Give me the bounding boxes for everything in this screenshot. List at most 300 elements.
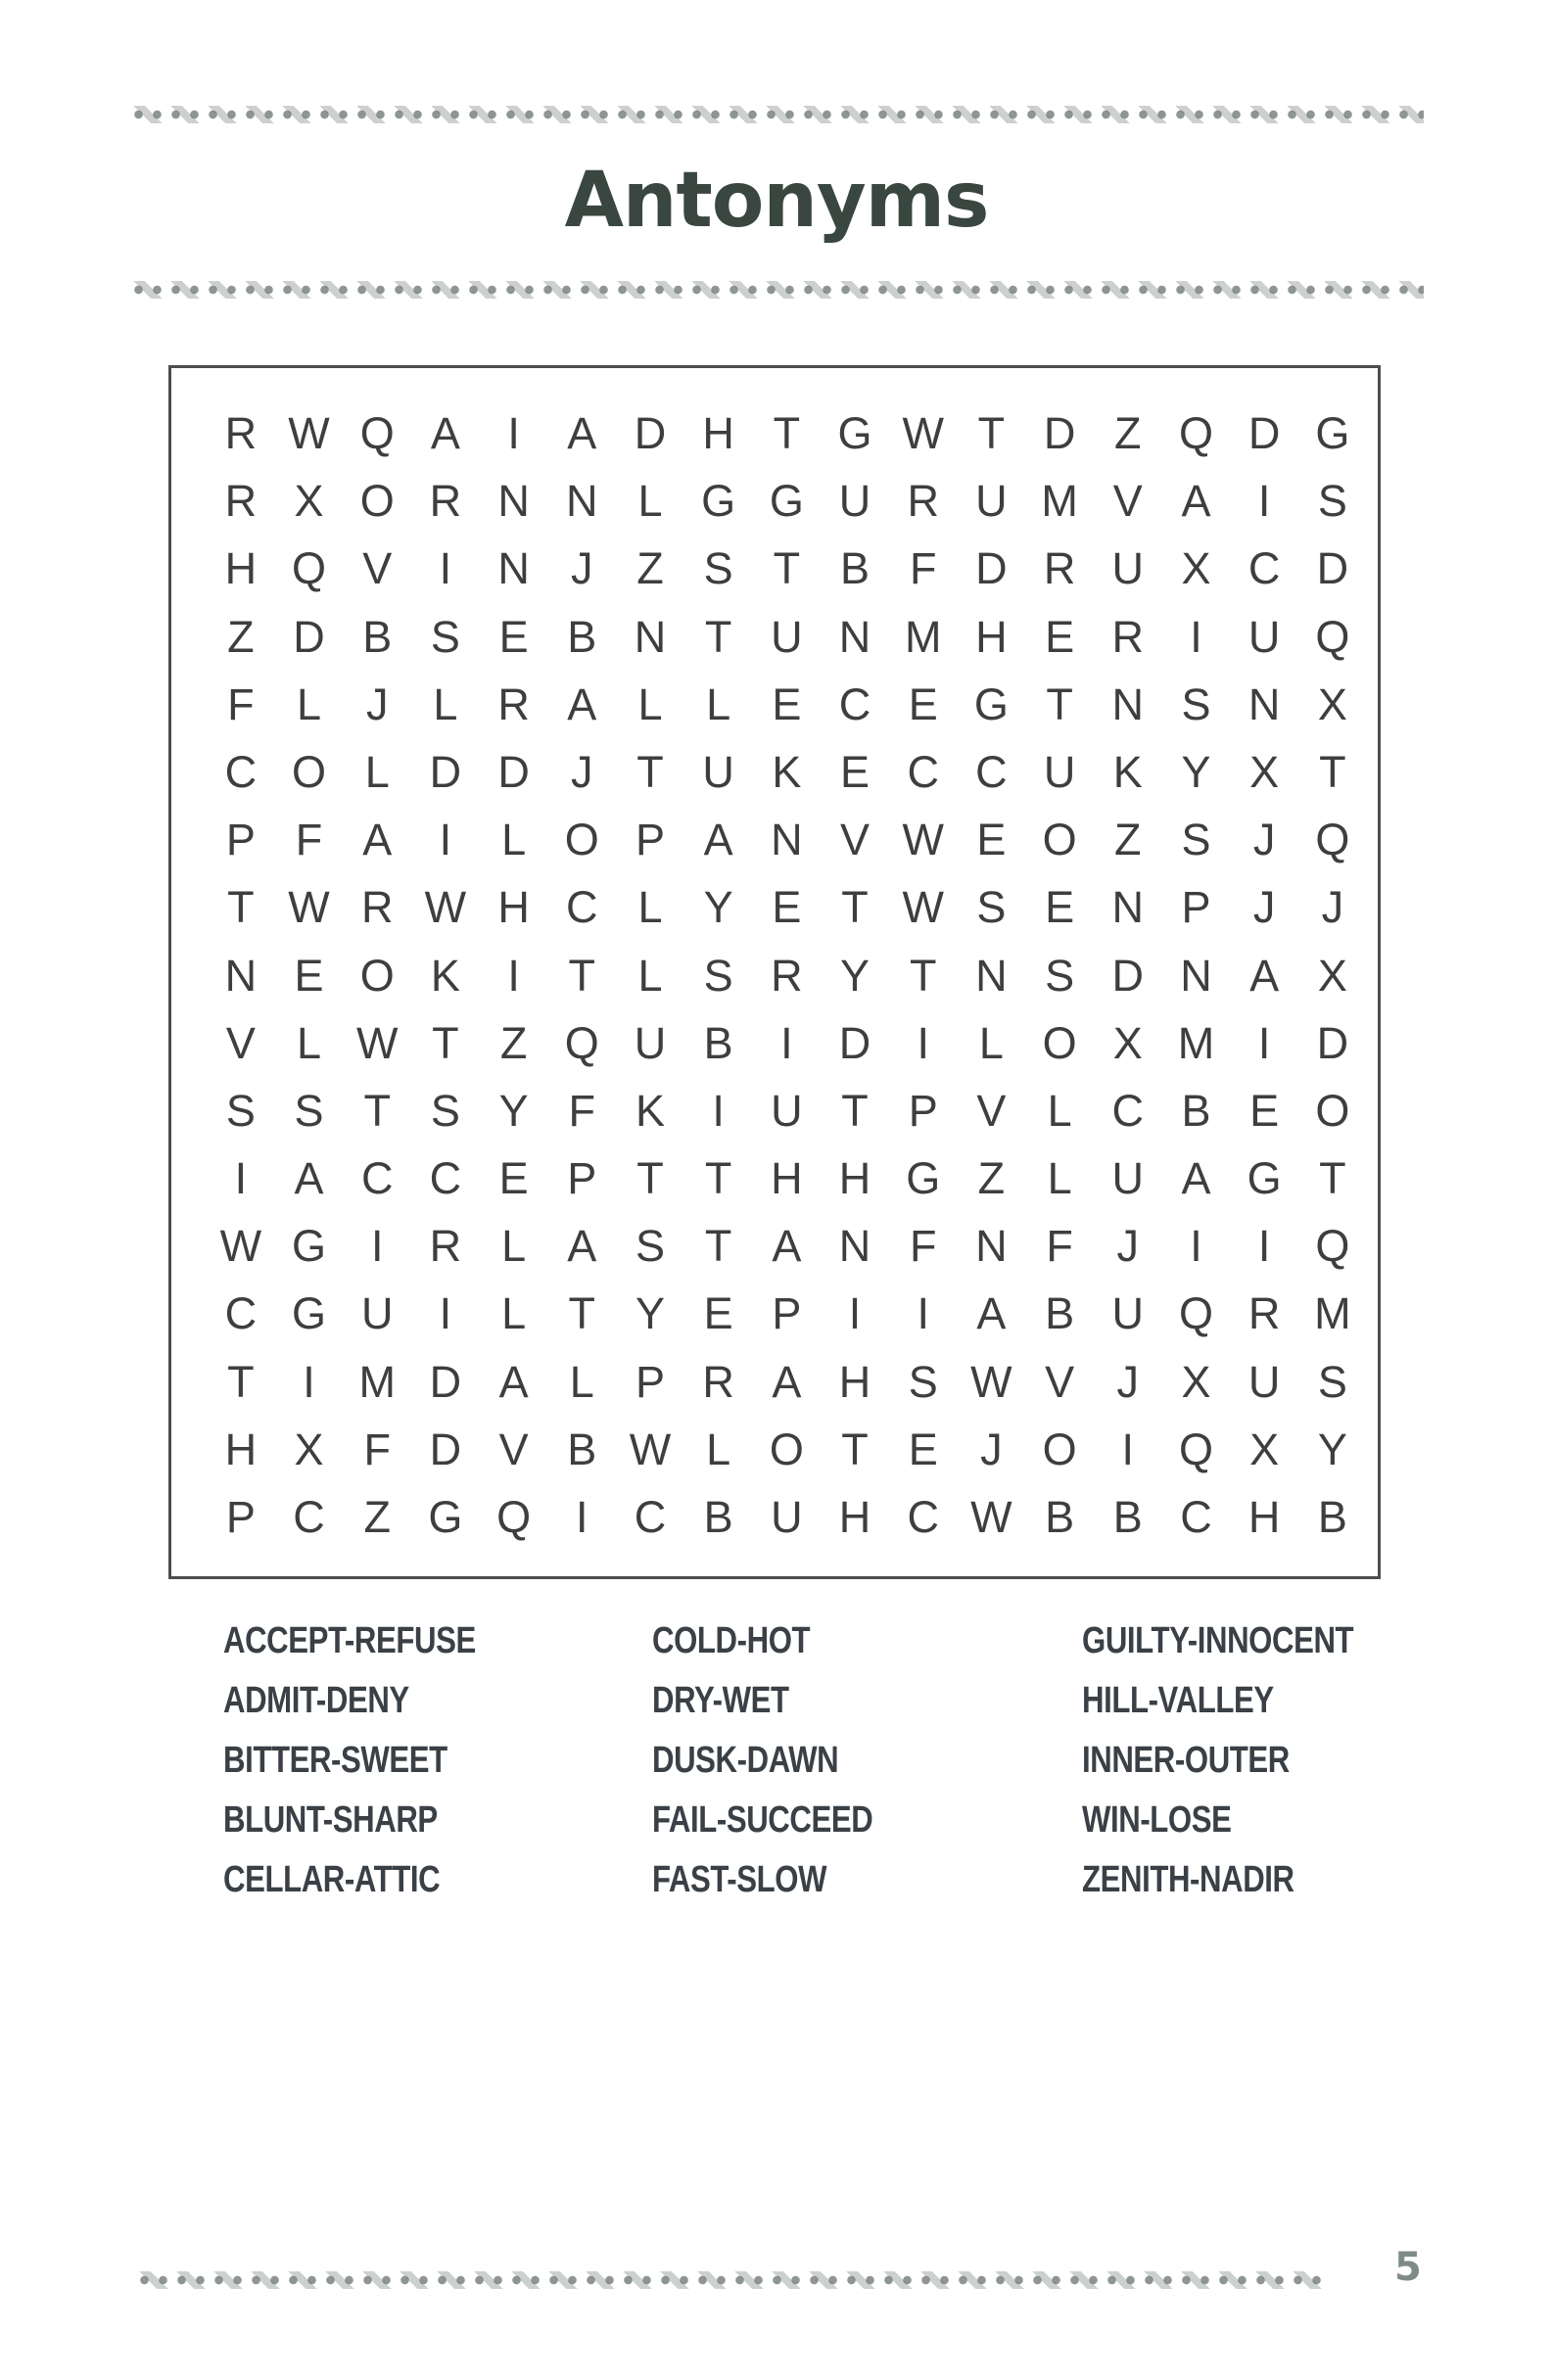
grid-letter: F	[568, 1085, 596, 1136]
grid-letter: B	[1317, 1492, 1347, 1542]
grid-letter: I	[1121, 1423, 1135, 1474]
grid-letter: D	[1316, 1017, 1349, 1068]
grid-letter: L	[501, 1221, 527, 1272]
grid-letter: U	[771, 1085, 803, 1136]
grid-letter: E	[1045, 611, 1075, 662]
grid-letter: J	[1116, 1221, 1140, 1272]
grid-letter: A	[772, 1356, 802, 1407]
grid-letter: H	[975, 611, 1008, 662]
grid-letter: U	[1111, 1153, 1145, 1204]
grid-letter: S	[1045, 950, 1075, 1001]
grid-letter: I	[1190, 611, 1202, 662]
grid-letter: F	[909, 1221, 937, 1272]
word-list-column-3	[1082, 1620, 1353, 1919]
grid-letter: I	[1190, 1221, 1202, 1272]
page-number: 5	[1394, 2245, 1422, 2290]
grid-letter: T	[568, 950, 596, 1001]
grid-letter: F	[909, 543, 937, 594]
grid-letter: P	[225, 1492, 256, 1542]
grid-letter: A	[362, 815, 393, 865]
grid-letter: T	[1319, 1153, 1346, 1204]
grid-letter: C	[224, 746, 258, 797]
grid-letter: E	[908, 1423, 938, 1474]
grid-letter: A	[294, 1153, 324, 1204]
grid-letter: L	[706, 678, 731, 729]
grid-letter: X	[1317, 678, 1347, 729]
grid-letter: E	[976, 815, 1007, 865]
grid-letter: A	[430, 408, 460, 458]
grid-letter: D	[975, 543, 1008, 594]
grid-letter: B	[703, 1492, 733, 1542]
grid-letter: V	[840, 815, 871, 865]
grid-letter: B	[1045, 1492, 1075, 1542]
grid-letter: R	[224, 408, 258, 458]
grid-letter: F	[1046, 1221, 1073, 1272]
grid-letter: Z	[227, 611, 255, 662]
grid-letter: T	[227, 882, 255, 933]
grid-letter: T	[977, 408, 1006, 458]
grid-letter: X	[294, 1423, 324, 1474]
grid-letter: T	[841, 1085, 869, 1136]
grid-letter: U	[771, 611, 803, 662]
grid-letter: S	[1181, 678, 1211, 729]
grid-letter: P	[567, 1153, 597, 1204]
grid-letter: C	[429, 1153, 462, 1204]
grid-letter: W	[288, 408, 330, 458]
grid-letter: T	[1319, 746, 1346, 797]
word-item: BITTER-SWEET	[223, 1740, 447, 1781]
grid-letter: G	[1315, 408, 1350, 458]
grid-letter: H	[1247, 1492, 1281, 1542]
grid-letter: O	[1042, 1017, 1077, 1068]
grid-letter: E	[498, 611, 529, 662]
word-item: COLD-HOT	[652, 1620, 811, 1661]
grid-letter: I	[303, 1356, 315, 1407]
grid-letter: Q	[1178, 408, 1213, 458]
grid-letter: S	[703, 950, 733, 1001]
grid-letter: Z	[1114, 815, 1142, 865]
grid-letter: N	[838, 1221, 871, 1272]
grid-letter: P	[635, 815, 665, 865]
grid-letter: U	[360, 1288, 394, 1339]
grid-letter: S	[908, 1356, 938, 1407]
grid-letter: S	[294, 1085, 324, 1136]
grid-letter: L	[637, 882, 663, 933]
grid-letter: Z	[977, 1153, 1006, 1204]
grid-letter: E	[294, 950, 324, 1001]
grid-letter: J	[1321, 882, 1344, 933]
grid-letter: B	[567, 611, 597, 662]
grid-letter: A	[567, 678, 597, 729]
grid-letter: A	[1249, 950, 1280, 1001]
grid-letter: T	[704, 611, 732, 662]
grid-letter: W	[424, 882, 467, 933]
word-list-column-2	[652, 1620, 872, 1919]
grid-letter: E	[498, 1153, 529, 1204]
grid-letter: W	[902, 408, 944, 458]
grid-letter: G	[837, 408, 872, 458]
grid-letter: J	[980, 1423, 1003, 1474]
grid-letter: Z	[363, 1492, 391, 1542]
grid-letter: W	[288, 882, 330, 933]
word-item: DUSK-DAWN	[652, 1740, 839, 1781]
title-divider	[129, 281, 1424, 299]
grid-letter: G	[292, 1288, 327, 1339]
grid-letter: I	[917, 1288, 929, 1339]
grid-letter: L	[433, 678, 458, 729]
grid-letter: E	[772, 882, 802, 933]
bottom-divider	[135, 2271, 1328, 2289]
grid-letter: A	[1181, 1153, 1211, 1204]
grid-letter: T	[1046, 678, 1073, 729]
grid-letter: Q	[1315, 1221, 1350, 1272]
grid-letter: G	[1247, 1153, 1282, 1204]
word-item: DRY-WET	[652, 1680, 789, 1721]
grid-letter: C	[293, 1492, 325, 1542]
grid-letter: U	[1247, 1356, 1281, 1407]
grid-letter: W	[219, 1221, 262, 1272]
grid-letter: L	[1047, 1085, 1072, 1136]
grid-letter: I	[576, 1492, 588, 1542]
grid-letter: D	[429, 1423, 462, 1474]
grid-letter: I	[1257, 1017, 1271, 1068]
grid-letter: H	[838, 1153, 871, 1204]
grid-letter: H	[838, 1492, 871, 1542]
grid-letter: R	[907, 476, 939, 527]
word-item: ACCEPT-REFUSE	[223, 1620, 476, 1661]
grid-letter: R	[771, 950, 803, 1001]
grid-letter: T	[432, 1017, 459, 1068]
grid-letter: D	[1316, 543, 1349, 594]
grid-letter: Q	[1178, 1423, 1213, 1474]
grid-letter: L	[297, 678, 322, 729]
grid-letter: T	[773, 408, 801, 458]
grid-letter: R	[224, 476, 258, 527]
grid-letter: O	[1042, 1423, 1077, 1474]
grid-letter: I	[234, 1153, 248, 1204]
grid-letter: J	[571, 543, 593, 594]
grid-letter: J	[365, 678, 389, 729]
grid-letter: C	[634, 1492, 667, 1542]
grid-letter: J	[1252, 815, 1276, 865]
grid-letter: L	[637, 476, 663, 527]
grid-letter: W	[902, 815, 944, 865]
grid-letter: O	[292, 746, 327, 797]
grid-letter: Y	[1317, 1423, 1347, 1474]
word-list-column-1	[223, 1620, 476, 1919]
grid-letter: W	[355, 1017, 399, 1068]
grid-letter: H	[497, 882, 530, 933]
grid-letter: X	[294, 476, 324, 527]
grid-letter: C	[975, 746, 1008, 797]
grid-letter: H	[771, 1153, 803, 1204]
grid-letter: S	[430, 611, 460, 662]
grid-letter: E	[840, 746, 871, 797]
grid-letter: X	[1317, 950, 1347, 1001]
grid-letter: S	[225, 1085, 256, 1136]
grid-letter: N	[1111, 678, 1145, 729]
grid-letter: T	[363, 1085, 391, 1136]
grid-letter: X	[1249, 746, 1280, 797]
grid-letter: L	[501, 815, 527, 865]
grid-letter: P	[1181, 882, 1211, 933]
grid-letter: I	[439, 543, 452, 594]
grid-letter: L	[637, 678, 663, 729]
grid-letter: A	[567, 1221, 597, 1272]
grid-letter: Q	[1315, 815, 1350, 865]
grid-letter: L	[297, 1017, 322, 1068]
word-item: WIN-LOSE	[1082, 1799, 1232, 1841]
grid-letter: I	[780, 1017, 793, 1068]
grid-letter: A	[976, 1288, 1007, 1339]
grid-letter: S	[1317, 476, 1347, 527]
grid-letter: T	[636, 746, 664, 797]
grid-letter: N	[975, 1221, 1008, 1272]
grid-letter: Y	[840, 950, 871, 1001]
grid-letter: Z	[499, 1017, 528, 1068]
grid-letter: R	[1043, 543, 1076, 594]
grid-letter: D	[497, 746, 530, 797]
grid-letter: V	[498, 1423, 529, 1474]
grid-letter: B	[1045, 1288, 1075, 1339]
grid-letter: D	[1247, 408, 1281, 458]
grid-letter: N	[497, 543, 530, 594]
grid-letter: G	[292, 1221, 327, 1272]
grid-letter: P	[635, 1356, 665, 1407]
grid-letter: C	[1180, 1492, 1212, 1542]
grid-letter: E	[908, 678, 938, 729]
grid-letter: I	[507, 950, 520, 1001]
grid-letter: W	[970, 1356, 1012, 1407]
grid-letter: A	[498, 1356, 529, 1407]
grid-letter: L	[364, 746, 390, 797]
grid-letter: W	[629, 1423, 672, 1474]
grid-letter: D	[634, 408, 667, 458]
grid-letter: O	[769, 1423, 804, 1474]
grid-letter: L	[706, 1423, 731, 1474]
grid-letter: I	[1257, 1221, 1271, 1272]
grid-letter: U	[975, 476, 1008, 527]
grid-letter: P	[908, 1085, 938, 1136]
letter-grid	[207, 408, 1367, 1563]
grid-letter: N	[566, 476, 598, 527]
grid-letter: V	[362, 543, 393, 594]
grid-letter: K	[772, 746, 802, 797]
grid-letter: G	[973, 678, 1009, 729]
grid-letter: P	[772, 1288, 802, 1339]
grid-letter: R	[1111, 611, 1145, 662]
grid-letter: A	[703, 815, 733, 865]
grid-letter: N	[224, 950, 258, 1001]
grid-letter: S	[976, 882, 1007, 933]
grid-letter: T	[636, 1153, 664, 1204]
grid-letter: L	[637, 950, 663, 1001]
grid-letter: C	[907, 746, 939, 797]
grid-letter: I	[439, 1288, 452, 1339]
grid-letter: K	[635, 1085, 665, 1136]
grid-letter: O	[359, 950, 395, 1001]
grid-letter: Y	[635, 1288, 665, 1339]
grid-letter: Q	[359, 408, 395, 458]
grid-letter: M	[904, 611, 942, 662]
grid-letter: T	[841, 1423, 869, 1474]
word-item: GUILTY-INNOCENT	[1082, 1620, 1354, 1661]
grid-letter: L	[978, 1017, 1004, 1068]
grid-letter: N	[497, 476, 530, 527]
grid-letter: V	[1112, 476, 1143, 527]
grid-letter: I	[507, 408, 520, 458]
grid-letter: E	[703, 1288, 733, 1339]
grid-letter: C	[1247, 543, 1281, 594]
grid-letter: U	[1111, 543, 1145, 594]
grid-letter: T	[841, 882, 869, 933]
grid-letter: N	[1180, 950, 1212, 1001]
grid-letter: R	[429, 1221, 462, 1272]
top-divider	[129, 106, 1424, 123]
grid-letter: Y	[1181, 746, 1211, 797]
grid-letter: R	[497, 678, 530, 729]
grid-letter: A	[1181, 476, 1211, 527]
grid-letter: E	[1045, 882, 1075, 933]
grid-letter: H	[224, 543, 258, 594]
word-item: HILL-VALLEY	[1082, 1680, 1274, 1721]
grid-letter: C	[838, 678, 871, 729]
grid-letter: M	[1041, 476, 1078, 527]
grid-letter: I	[439, 815, 452, 865]
grid-letter: D	[838, 1017, 871, 1068]
grid-letter: C	[1111, 1085, 1145, 1136]
grid-letter: X	[1249, 1423, 1280, 1474]
grid-letter: V	[976, 1085, 1007, 1136]
grid-letter: S	[635, 1221, 665, 1272]
grid-letter: T	[568, 1288, 596, 1339]
grid-letter: B	[840, 543, 871, 594]
grid-letter: R	[360, 882, 394, 933]
grid-letter: N	[838, 611, 871, 662]
grid-letter: G	[701, 476, 736, 527]
word-item: INNER-OUTER	[1082, 1740, 1290, 1781]
grid-letter: R	[702, 1356, 734, 1407]
grid-letter: D	[1043, 408, 1076, 458]
grid-letter: Z	[1114, 408, 1142, 458]
grid-letter: X	[1181, 1356, 1211, 1407]
grid-letter: B	[1112, 1492, 1143, 1542]
grid-letter: Q	[1315, 611, 1350, 662]
grid-letter: Y	[703, 882, 733, 933]
grid-letter: S	[703, 543, 733, 594]
grid-letter: M	[358, 1356, 396, 1407]
grid-letter: G	[769, 476, 804, 527]
grid-letter: H	[838, 1356, 871, 1407]
grid-letter: N	[975, 950, 1008, 1001]
grid-letter: S	[1317, 1356, 1347, 1407]
grid-letter: M	[1314, 1288, 1351, 1339]
grid-letter: X	[1181, 543, 1211, 594]
grid-letter: U	[1111, 1288, 1145, 1339]
grid-letter: V	[1045, 1356, 1075, 1407]
grid-letter: D	[293, 611, 325, 662]
word-item: ADMIT-DENY	[223, 1680, 409, 1721]
grid-letter: P	[225, 815, 256, 865]
grid-letter: N	[771, 815, 803, 865]
grid-letter: A	[772, 1221, 802, 1272]
grid-letter: U	[1043, 746, 1076, 797]
grid-letter: B	[1181, 1085, 1211, 1136]
grid-letter: R	[1247, 1288, 1281, 1339]
grid-letter: F	[295, 815, 323, 865]
grid-letter: S	[430, 1085, 460, 1136]
grid-letter: F	[227, 678, 255, 729]
grid-letter: C	[224, 1288, 258, 1339]
grid-letter: O	[1315, 1085, 1350, 1136]
grid-letter: H	[224, 1423, 258, 1474]
grid-letter: X	[1112, 1017, 1143, 1068]
grid-letter: C	[566, 882, 598, 933]
word-item: FAIL-SUCCEED	[652, 1799, 873, 1841]
grid-letter: H	[702, 408, 734, 458]
grid-letter: U	[1247, 611, 1281, 662]
grid-letter: W	[902, 882, 944, 933]
grid-letter: V	[225, 1017, 256, 1068]
grid-letter: T	[227, 1356, 255, 1407]
grid-letter: O	[564, 815, 599, 865]
grid-letter: T	[773, 543, 801, 594]
grid-letter: C	[907, 1492, 939, 1542]
word-item: BLUNT-SHARP	[223, 1799, 438, 1841]
word-item: CELLAR-ATTIC	[223, 1859, 441, 1900]
grid-letter: B	[567, 1423, 597, 1474]
grid-letter: L	[501, 1288, 527, 1339]
grid-letter: A	[567, 408, 597, 458]
grid-letter: I	[848, 1288, 862, 1339]
grid-letter: O	[1042, 815, 1077, 865]
grid-letter: U	[771, 1492, 803, 1542]
grid-letter: J	[1252, 882, 1276, 933]
grid-letter: G	[906, 1153, 941, 1204]
grid-letter: K	[1112, 746, 1143, 797]
grid-letter: T	[909, 950, 937, 1001]
grid-letter: G	[428, 1492, 463, 1542]
grid-letter: B	[362, 611, 393, 662]
grid-letter: D	[1111, 950, 1145, 1001]
grid-letter: J	[1116, 1356, 1140, 1407]
grid-letter: S	[1181, 815, 1211, 865]
grid-letter: K	[430, 950, 460, 1001]
grid-letter: I	[1257, 476, 1271, 527]
grid-letter: Q	[292, 543, 327, 594]
grid-letter: T	[704, 1153, 732, 1204]
grid-letter: N	[1247, 678, 1281, 729]
grid-letter: Q	[496, 1492, 532, 1542]
page-title: Antonyms	[564, 157, 989, 245]
grid-letter: W	[970, 1492, 1012, 1542]
grid-letter: D	[429, 1356, 462, 1407]
grid-letter: N	[1111, 882, 1145, 933]
word-item: ZENITH-NADIR	[1082, 1859, 1294, 1900]
grid-letter: I	[917, 1017, 929, 1068]
grid-letter: U	[702, 746, 734, 797]
grid-letter: C	[360, 1153, 394, 1204]
grid-letter: N	[634, 611, 667, 662]
grid-letter: E	[1249, 1085, 1280, 1136]
grid-letter: Y	[498, 1085, 529, 1136]
grid-letter: F	[363, 1423, 391, 1474]
grid-letter: I	[712, 1085, 725, 1136]
grid-letter: L	[569, 1356, 594, 1407]
grid-letter: L	[1047, 1153, 1072, 1204]
grid-letter: T	[704, 1221, 732, 1272]
grid-letter: Z	[636, 543, 664, 594]
